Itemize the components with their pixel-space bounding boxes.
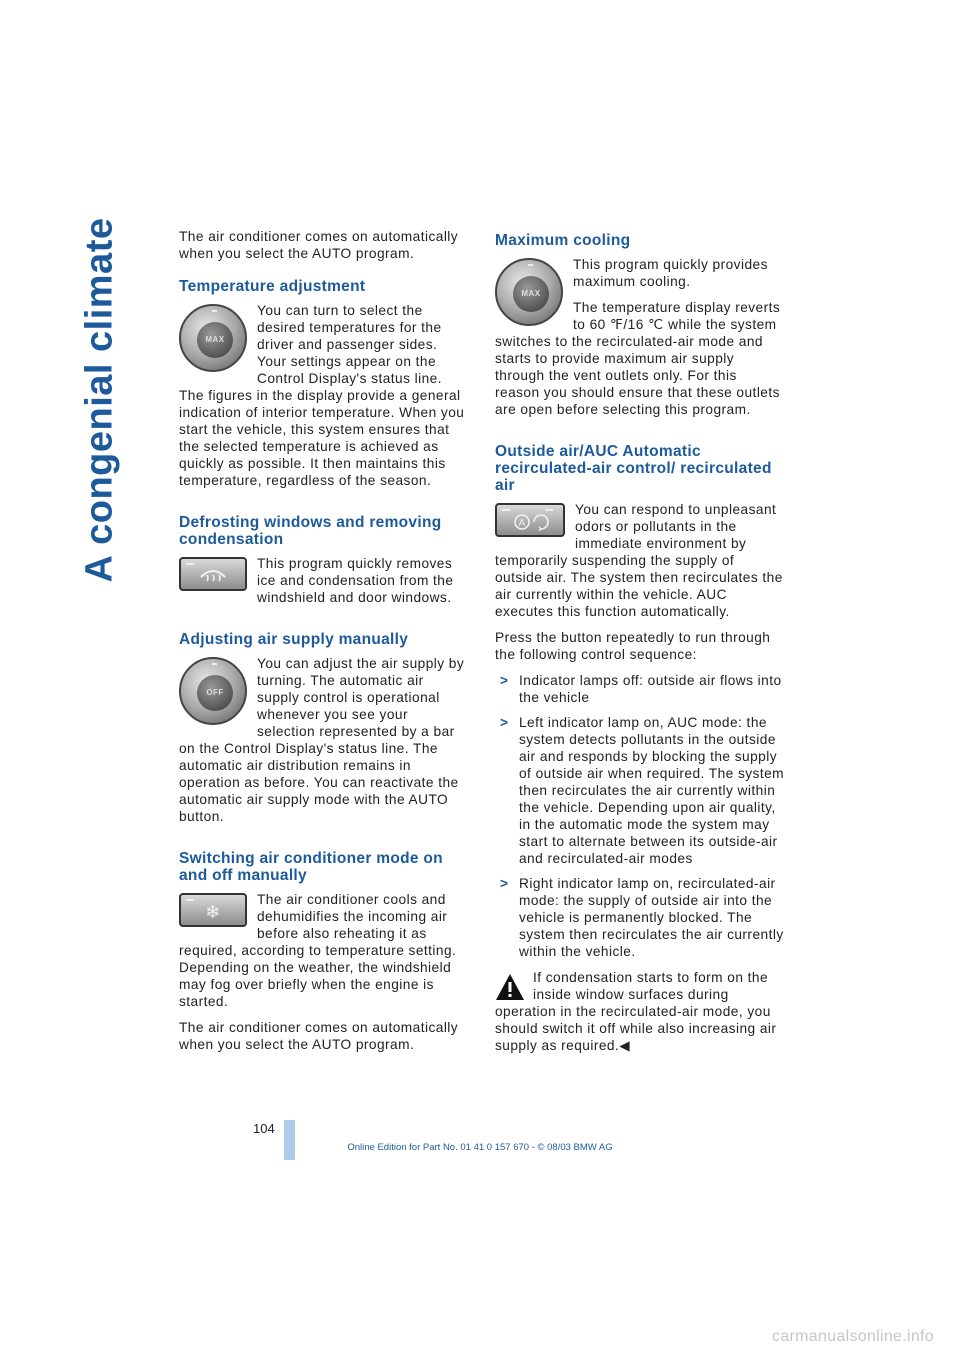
chapter-title: A congenial climate xyxy=(78,217,121,583)
heading-air-conditioner: Switching air conditioner mode on and off manually xyxy=(179,850,443,884)
section-air-conditioner xyxy=(179,891,469,1019)
heading-auc: Outside air/AUC Automatic recirculated-air control/ recirculated air xyxy=(495,443,772,494)
svg-text:A: A xyxy=(518,518,526,529)
air-conditioner-text: The air conditioner cools and dehumidifies the incoming air before also reheating it as required, according to temperature setting. Depending on the weather, the windshield may fog over briefly when the engine is started. xyxy=(179,892,457,1009)
section-defrost xyxy=(179,555,469,615)
auc-text: You can respond to unpleasant odors or pollutants in the immediate environment by temporarily suspending the supply of outside air. The system then recirculates the air currently within the vehicle. AUC executes this function automatically. xyxy=(495,502,783,619)
heading-maximum-cooling: Maximum cooling xyxy=(495,232,631,249)
auc-recirculation-icon xyxy=(495,503,565,537)
list-item: > Indicator lamps off: outside air flows into the vehicle xyxy=(500,673,782,705)
max-knob-label: MAX xyxy=(197,322,233,358)
off-knob-icon xyxy=(179,657,247,725)
air-conditioner-outro: The air conditioner comes on automatically when you select the AUTO program. xyxy=(179,1020,459,1052)
max-cooling-knob-icon xyxy=(495,258,563,326)
warning-text: If condensation starts to form on the inside window surfaces during operation in the recirculated-air mode, you should switch it off while also increasing air supply as required.◀ xyxy=(495,970,777,1053)
max-knob-icon xyxy=(179,304,247,372)
left-column xyxy=(179,228,469,1062)
watermark: carmanualsonline.info xyxy=(772,1328,934,1345)
list-item: > Left indicator lamp on, AUC mode: the system detects pollutants in the outside air and responds by blocking the supply of outside air when required. The system then recirculates the air currently within the vehicle. Depending upon air quality, in the automatic mode the system may start to alternate between its outside-air and recirculated-air modes xyxy=(500,715,785,866)
defrost-text: This program quickly removes ice and condensation from the windshield and door windows. xyxy=(257,556,454,605)
section-maximum-cooling xyxy=(495,256,785,427)
temperature-text: You can turn to select the desired temperatures for the driver and passenger sides. Your settings appear on the Control Display's status line. The figures in the display provide a general indication of interior temperature. When you start the vehicle, this system ensures that the selected temperature is achieved as quickly as possible. It then maintains this temperature, regardless of the season. xyxy=(179,303,465,488)
section-air-supply xyxy=(179,655,469,834)
intro-paragraph: The air conditioner comes on automatically when you select the AUTO program. xyxy=(179,229,459,261)
page-number: 104 xyxy=(253,1121,275,1136)
sequence-list xyxy=(495,672,785,960)
snowflake-icon: ❄ xyxy=(179,893,247,927)
heading-air-supply: Adjusting air supply manually xyxy=(179,631,409,648)
heading-temperature-adjustment: Temperature adjustment xyxy=(179,278,366,295)
section-auc xyxy=(495,501,785,629)
max-cooling-text-1: This program quickly provides maximum cooling. xyxy=(573,257,768,289)
right-column xyxy=(495,228,785,1063)
warning-triangle-icon xyxy=(495,973,525,1001)
max-cooling-knob-label: MAX xyxy=(513,276,549,312)
edition-footer: Online Edition for Part No. 01 41 0 157 670 - © 08/03 BMW AG xyxy=(347,1142,613,1153)
sequence-intro: Press the button repeatedly to run through the following control sequence: xyxy=(495,630,771,662)
air-supply-text: You can adjust the air supply by turning. The automatic air supply control is operational whenever you see your selection represented by a bar on the Control Display's status line. The automatic air distribution remains in operation as before. You can reactivate the automatic air supply mode with the AUTO button. xyxy=(179,656,465,824)
section-temperature xyxy=(179,302,469,498)
heading-defrosting: Defrosting windows and removing condensation xyxy=(179,514,442,548)
list-item: > Right indicator lamp on, recirculated-air mode: the supply of outside air into the vehicle is permanently blocked. The system then recirculates the air currently within the vehicle. xyxy=(500,876,784,959)
max-cooling-text-2: The temperature display reverts to 60 ℉/16 ℃ while the system switches to the recirculated-air mode and starts to provide maximum air supply through the vent outlets only. For this reason you should ensure that these outlets are open before selecting this program. xyxy=(495,300,781,417)
page-marker-bar xyxy=(284,1120,295,1160)
defrost-icon xyxy=(179,557,247,591)
warning-note xyxy=(495,969,785,1063)
off-knob-label: OFF xyxy=(197,675,233,711)
